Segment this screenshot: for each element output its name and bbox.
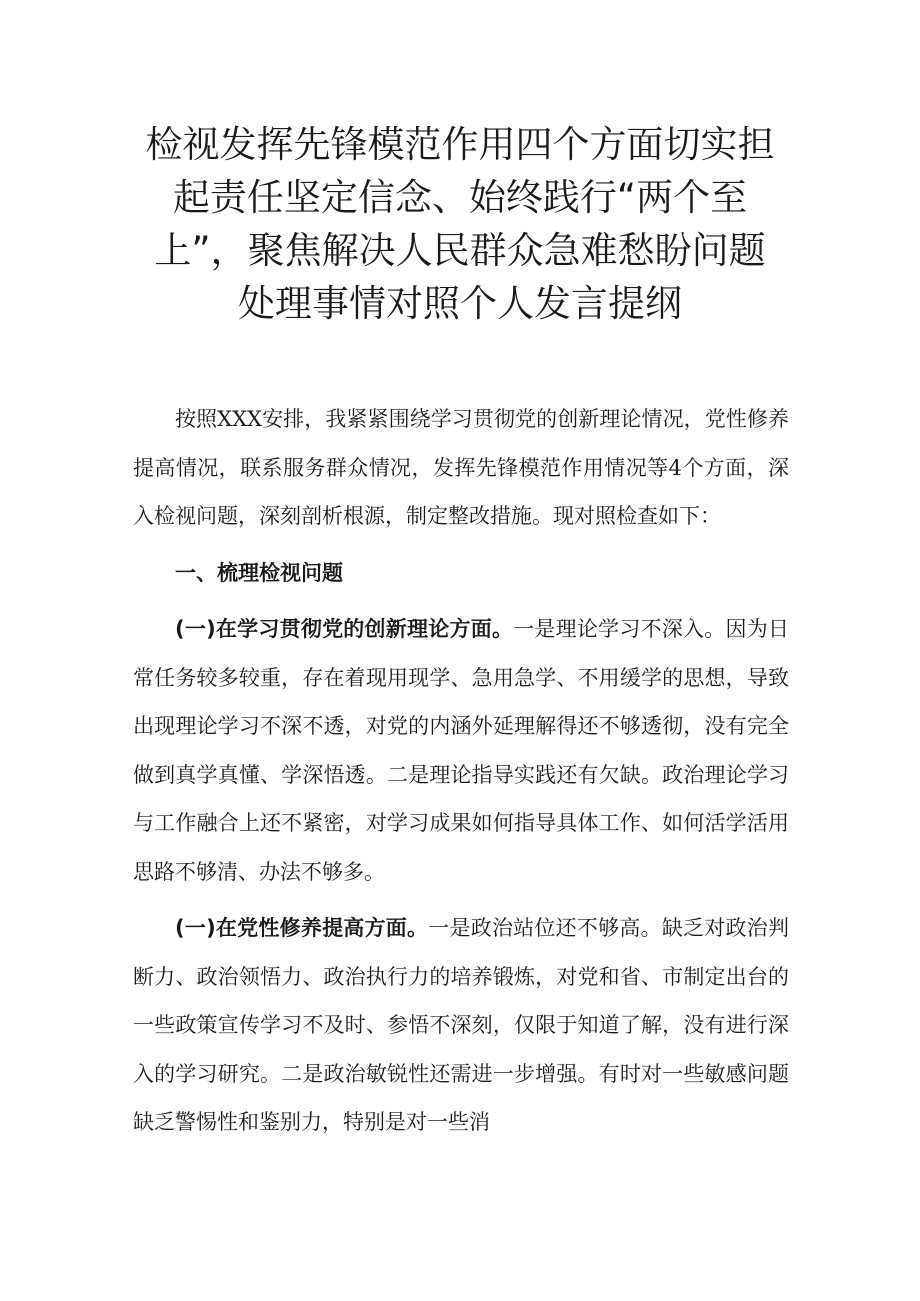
title-line: 检视发挥先锋模范作用四个方面切实担 — [145, 123, 775, 166]
subsection-paragraph — [133, 605, 789, 896]
title-line: 上”，聚焦解决人民群众急难愁盼问题 — [154, 229, 766, 272]
intro-paragraph: 按照XXX安排，我紧紧围绕学习贯彻党的创新理论情况，党性修养提高情况，联系服务群众情况，发挥先锋模范作用情况等4个方面，深入检视问题，深刻剖析根源，制定整改措施。现对照检查如下： — [133, 407, 789, 528]
document-title — [120, 118, 800, 330]
section-heading: 一、梳理检视问题 — [175, 560, 343, 585]
subsection-paragraph — [133, 904, 789, 1147]
subsection-text: 一是理论学习不深入。因为日常任务较多较重，存在着现用现学、急用急学、不用缓学的思想，导致出现理论学习不深不透，对党的内涵外延理解得还不够透彻，没有完全做到真学真懂、学深悟透。二是理论指导实践还有欠缺。政治理论学习与工作融合上还不紧密，对学习成果如何指导具体工作、如何活学活用思路不够清、办法不够多。 — [133, 617, 789, 884]
title-line: 起责任坚定信念、始终践行“两个至 — [172, 176, 748, 219]
subsection-text: 一是政治站位还不够高。缺乏对政治判断力、政治领悟力、政治执行力的培养锻炼，对党和省、市制定出台的一些政策宣传学习不及时、参悟不深刻，仅限于知道了解，没有进行深入的学习研究。二是政治敏锐性还需进一步增强。有时对一些敏感问题缺乏警惕性和鉴别力，特别是对一些消 — [133, 916, 789, 1134]
title-line: 处理事情对照个人发言提纲 — [238, 282, 682, 325]
subsection-title: (一)在党性修养提高方面。 — [175, 916, 429, 940]
document-body — [133, 395, 789, 1147]
subsection-title: (一)在学习贯彻党的创新理论方面。 — [175, 617, 514, 641]
